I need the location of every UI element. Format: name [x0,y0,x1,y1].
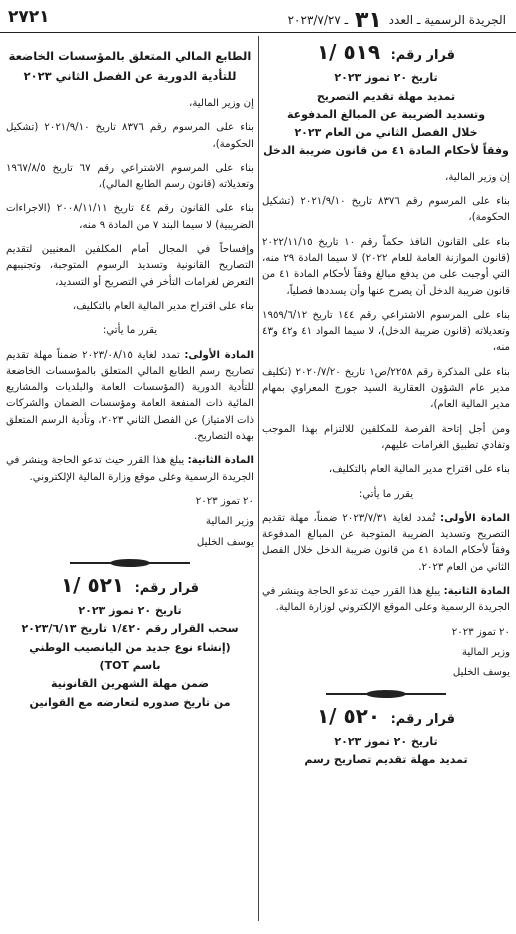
issue-number: ٣١ [354,8,382,33]
decision-date: تاريخ ٢٠ تموز ٢٠٢٣ [78,604,182,618]
preamble-paragraph: بناء على المذكرة رقم ٢٢٥٨/ص١ تاريخ ٢٠٢٠/٧/٢٠ (تكليف مدير عام الشؤون العقارية السيد جورج المعراوي بمهام مدير المالية العام)، [262,366,511,411]
decision-number: ٥١٩ /١ [316,40,381,64]
decides-line: يقرر ما يأتي: [358,488,414,500]
journal-name: الجريدة الرسمية ـ العدد [388,13,506,27]
journal-title [288,8,506,33]
decision-subject-line: خلال الفصل الثاني من العام ٢٠٢٣ [294,126,478,140]
preamble-paragraph: بناء على المرسوم الاشتراعي رقم ١٤٤ تاريخ ١٩٥٩/٦/١٢ وتعديلاته (قانون ضريبة الدخل)، لا سيما المواد ٤١ و٤٢ و٤٣ منه، [262,309,510,354]
article-text: تمدد لغاية ٢٠٢٣/٠٨/١٥ ضمناً مهلة تقديم تصاريح رسم الطابع المالي المتعلق بالمؤسسات الخاضعة للتأدية الدورية (المؤسسات العامة والبلديات والمشاريع المائية ذات المنفعة العامة ومؤسسات الضمان والشركات ذات الامتياز) عن الفصل الثاني ٢٠٢٣، وتأدية الرسم المتعلق بهذه التصاريح. [6,349,255,443]
preamble-paragraph: بناء على المرسوم رقم ٨٣٧٦ تاريخ ٢٠٢١/٩/١٠ (تشكيل الحكومة)، [262,196,510,224]
decision-heading: الطابع المالي المتعلق بالمؤسسات الخاضعة للتأدية الدورية عن الفصل الثاني ٢٠٢٣ [8,49,252,83]
decision-number: ٥٢١ /١ [60,572,125,597]
decision-519-title: قرار رقم: ٥١٩ /١ [316,40,456,64]
article-2 [262,584,510,617]
decides-line: يقرر ما يأتي: [102,325,158,337]
right-column [262,40,510,770]
decision-subject-line: تمديد مهلة تقديم تصاريح رسم [304,753,468,767]
preamble-paragraph: بناء على اقتراح مدير المالية العام بالتكليف، [72,300,254,312]
article-text: تُمدد لغاية ٢٠٢٣/٧/٣١ ضمناً، مهلة تقديم التصريح وتسديد الضريبة المتوجبة عن المبالغ المدفوعة وفقاً لأحكام المادة ٤١ من قانون ضريبة الدخل خلال الفصل الثاني من العام ٢٠٢٣. [262,512,510,573]
article-1 [262,511,510,576]
preamble-paragraph: إن وزير المالية، [189,98,254,109]
decision-date: تاريخ ٢٠ تموز ٢٠٢٣ [334,71,438,85]
section-separator [326,690,446,698]
article-label: المادة الأولى: [184,349,254,361]
decision-subject-line: ضمن مهلة الشهرين القانونية [50,677,210,691]
decision-subject-line: وتسديد الضريبة عن المبالغ المدفوعة [286,107,486,121]
article-text: يبلغ هذا القرر حيث تدعو الحاجة وينشر في الجريدة الرسمية وعلى موقع وزارة المالية الإلكتروني. [6,455,254,483]
signature-title: وزير المالية [461,646,510,658]
preamble-paragraph: بناء على المرسوم رقم ٨٣٧٦ تاريخ ٢٠٢١/٩/١٠ (تشكيل الحكومة)، [6,122,254,150]
decision-subject-line: سحب القرار رقم ١/٤٢٠ تاريخ ٢٠٢٣/٦/١٣ [21,622,239,636]
preamble-paragraph: بناء على القانون رقم ٤٤ تاريخ ٢٠٠٨/١١/١١ (الاجراءات الضريبية) لا سيما البند ٧ من المادة ٩ منه، [6,203,254,231]
decision-subject-line: من تاريخ صدوره لتعارضه مع القوانين [29,695,231,709]
signature-name: يوسف الخليل [196,536,254,548]
issue-date: ـ ٢٠٢٣/٧/٢٧ [287,13,349,27]
signature-title: وزير المالية [205,516,254,528]
decision-subject-line: وفقاً لأحكام المادة ٤١ من قانون ضريبة الدخل [263,144,509,158]
decision-subject-line: باسم TOT) [99,659,161,673]
page-header [0,0,516,33]
article-2 [6,453,254,486]
page-number: ٢٧٢١ [8,7,50,27]
decision-520-title: قرار رقم: ٥٢٠ /١ [316,703,456,728]
left-column [6,40,254,713]
preamble-paragraph: بناء على المرسوم الاشتراعي رقم ٦٧ تاريخ ١٩٦٧/٨/٥ وتعديلاته (قانون رسم الطابع المالي)، [6,162,254,191]
decision-date: تاريخ ٢٠ تموز ٢٠٢٣ [334,734,438,748]
article-label: المادة الأولى: [440,512,510,524]
article-label: المادة الثانية: [187,455,254,467]
preamble-paragraph: ومن أجل إتاحة الفرصة للمكلفين للالتزام بهذا الموجب وتفادي تطبيق الغرامات عليهم، [262,423,510,451]
signature-date: ٢٠ تموز ٢٠٢٣ [451,626,510,638]
article-label: المادة الثانية: [443,586,510,598]
preamble-paragraph: بناء على القانون النافذ حكماً رقم ١٠ تاريخ ٢٠٢٢/١١/١٥ (قانون الموازنة العامة للعام ٢٠٢٢) لا سيما المادة ٢٩ منه، التي أوجبت على من يدفع مبالغ وفقاً لأحكام المادة ٤١ من قانون ضريبة الدخل أن يصرح عنها وأن يسددها فصلياً، [262,236,511,297]
preamble-paragraph: وإفساحاً في المجال أمام المكلفين المعنيين لتقديم التصاريح القانونية وتسديد الرسوم المتوجبة، وتجنيبهم التعرض لغرامات التأخر في التصريح أو التسديد، [6,244,254,288]
decision-subject-line: (إنشاء نوع جديد من اليانصيب الوطني [29,640,231,654]
decision-number: ٥٢٠ /١ [316,703,381,728]
signature-date: ٢٠ تموز ٢٠٢٣ [195,495,254,507]
preamble-paragraph: إن وزير المالية، [445,171,510,183]
column-divider [258,36,259,921]
article-text: يبلغ هذا القرر حيث تدعو الحاجة وينشر في الجريدة الرسمية وعلى الموقع الإلكتروني لوزارة المالية. [262,586,510,614]
decision-521-title: قرار رقم: ٥٢١ /١ [60,572,200,597]
section-separator [70,559,190,567]
article-1 [6,348,254,446]
signature-name: يوسف الخليل [452,667,510,679]
preamble-paragraph: بناء على اقتراح مدير المالية العام بالتكليف، [328,464,510,476]
decision-subject-line: تمديد مهلة تقديم التصريح [316,89,456,103]
